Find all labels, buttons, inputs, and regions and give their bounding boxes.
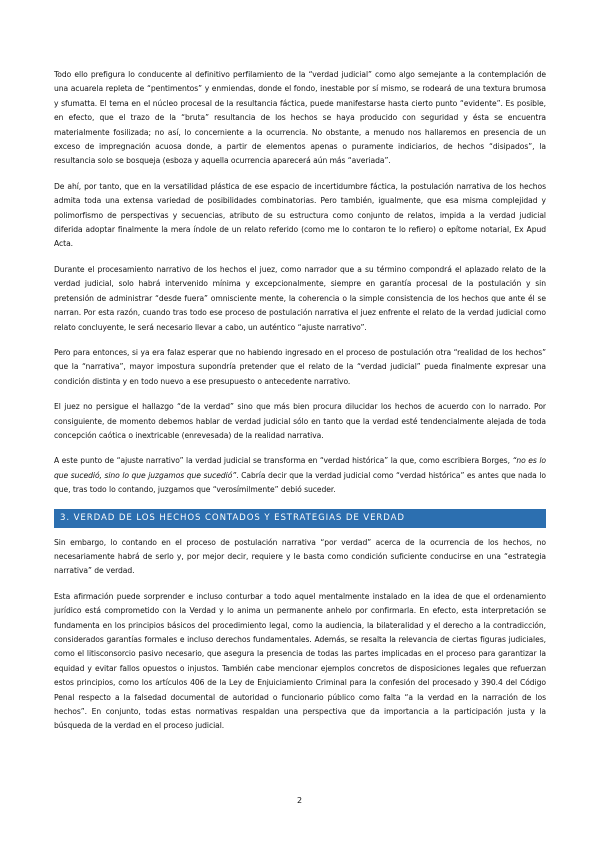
body-paragraph-1: Todo ello prefigura lo conducente al definitivo perfilamiento de la “verdad judicial” como algo semejante a la contemplación de una acuarela repleta de “pentimentos” y enmiendas, donde el fondo, inestable por sí mismo, se rodeará de una textura brumosa y sfumatta. El tema en el núcleo procesal de la resultancia fáctica, puede manifestarse hasta cierto punto “evidente”. Es posible, en efecto, que el trazo de la “bruta” resultancia de los hechos se haya producido con seguridad y ésta se encuentra materialmente fosilizada; no así, lo concerniente a la ocurrencia. No obstante, a menudo nos hallaremos en presencia de un exceso de impregnación acuosa donde, a partir de elementos apenas o puramente indiciarios, de hechos “disipados”, la resultancia solo se bosqueja (esboza y aquella ocurrencia aparecerá aún más “averiada”.: [54, 70, 546, 166]
borges-quote: “no es lo que sucedió, sino lo que juzgamos que sucedió”: [54, 456, 547, 480]
section-heading: 3. VERDAD DE LOS HECHOS CONTADOS Y ESTRATEGIAS DE VERDAD: [54, 509, 546, 528]
quote-paragraph-before: A este punto de “ajuste narrativo” la verdad judicial se transforma en “verdad histórica” la que, como escribiera Borges,: [54, 456, 513, 466]
body-paragraph-3: Durante el procesamiento narrativo de los hechos el juez, como narrador que a su término compondrá el aplazado relato de la verdad judicial, solo habrá intervenido mínima y excepcionalmente, siempre en garantía procesal de la postulación y sin pretensión de administrar “desde fuera” omnisciente mente, la coherencia o la simple consistencia de los hechos que ante él se narran. Por esta razón, cuando tras todo ese proceso de postulación narrativa el juez enfrente el relato de la verdad judicial como relato concluyente, le será necesario llevar a cabo, un auténtico “ajuste narrativo”.: [54, 264, 546, 332]
page-content: [54, 68, 546, 745]
section-paragraph-1: Sin embargo, lo contando en el proceso de postulación narrativa “por verdad” acerca de la ocurrencia de los hechos, no necesariamente habrá de serlo y, por mejor decir, requiere y le basta como condición suficiente conducirse en una “estrategia narrativa” de verdad.: [54, 537, 546, 576]
quote-paragraph-after: . Cabría decir que la verdad judicial como “verdad histórica” es antes que nada lo que, tras todo lo contando, juzgamos que “verosímilmente” debió suceder.: [54, 470, 546, 495]
section-paragraph-2: Esta afirmación puede sorprender e incluso conturbar a todo aquel mentalmente instalado en la idea de que el ordenamiento jurídico está comprometido con la Verdad y lo anima un permanente anhelo por confirmarla. En efecto, esta interpretación se fundamenta en los principios básicos del procedimiento legal, como la audiencia, la bilateralidad y el derecho a la contradicción, considerados garantías formales e incluso derechos fundamentales. Además, se resalta la relevancia de ciertas figuras judiciales, como el litisconsorcio pasivo necesario, que asegura la presencia de todas las partes implicadas en el proceso para garantizar la equidad y evitar fallos opuestos o injustos. También cabe mencionar ejemplos concretos de disposiciones legales que refuerzan estos principios, como los artículos 406 de la Ley de Enjuiciamiento Criminal para la confesión del procesado y 390.4 del Código Penal respecto a la falsedad documental de autoridad o funcionario público como falta “a la verdad en la narración de los hechos”. En conjunto, todas estas normativas respaldan una perspectiva que da importancia a la participación justa y la búsqueda de la verdad en el proceso judicial.: [54, 591, 546, 731]
borges-quote-paragraph: [54, 454, 546, 497]
body-paragraph-4: Pero para entonces, si ya era falaz esperar que no habiendo ingresado en el proceso de postulación otra “realidad de los hechos” que la “narrativa”, mayor impostura supondría pretender que el relato de la “verdad judicial” pueda finalmente expresar una condición distinta y en todo nuevo a ese presupuesto o antecedente narrativo.: [54, 347, 546, 386]
page-number: 2: [296, 796, 303, 805]
body-paragraph-2: De ahí, por tanto, que en la versatilidad plástica de ese espacio de incertidumbre fáctica, la postulación narrativa de los hechos admita toda una extensa variedad de posibilidades combinatorias. Pero también, igualmente, que esa misma complejidad y polimorfismo de perspectivas y secuencias, atributo de su estructura como conjunto de relatos, impida a la verdad judicial diferida adoptar finalmente la mera índole de un relato referido (como me lo contaron te lo refiero) o epítome notarial, Ex Apud Acta.: [54, 181, 546, 249]
body-paragraph-5: El juez no persigue el hallazgo “de la verdad” sino que más bien procura dilucidar los hechos de acuerdo con lo narrado. Por consiguiente, de momento debemos hablar de verdad judicial sólo en tanto que la verdad esté tendencialmente alejada de toda concepción caótica o inextricable (enrevesada) de la realidad narrativa.: [54, 402, 546, 440]
